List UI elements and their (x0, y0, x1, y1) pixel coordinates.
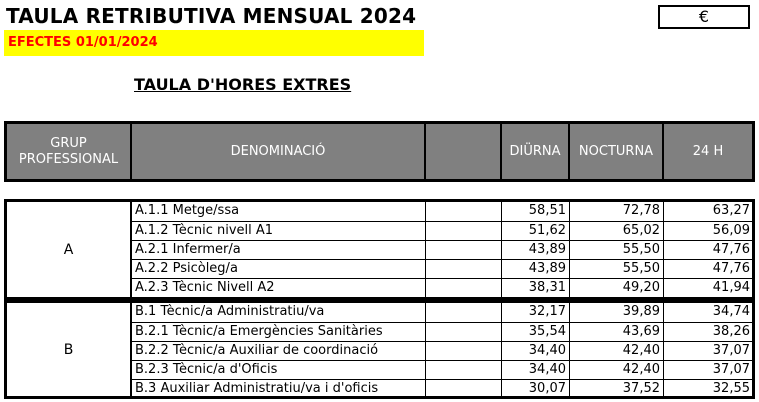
row-day: 35,54 (502, 323, 570, 342)
table-row (132, 278, 752, 298)
group-label: B (7, 303, 132, 396)
row-24h: 37,07 (712, 362, 750, 377)
row-24h: 38,26 (712, 324, 750, 339)
header-night: NOCTURNA (570, 124, 664, 179)
row-blank (426, 342, 502, 361)
header-24h: 24 H (692, 143, 724, 159)
group-a (4, 199, 755, 300)
row-night: 55,50 (570, 241, 664, 260)
row-denomination: B.2.3 Tècnic/a d'Oficis (132, 361, 426, 380)
header-blank (426, 124, 502, 179)
row-blank (426, 303, 502, 322)
row-day: 34,40 (502, 342, 570, 361)
row-day: 43,89 (502, 241, 570, 260)
row-24h: 34,74 (712, 304, 750, 319)
row-24h: 47,76 (712, 242, 750, 257)
row-blank (426, 279, 502, 298)
row-day: 30,07 (502, 380, 570, 399)
table-row (132, 341, 752, 361)
row-denomination: B.2.2 Tècnic/a Auxiliar de coordinació (132, 342, 426, 361)
row-blank (426, 260, 502, 279)
currency-box: € (658, 5, 750, 29)
row-day: 38,31 (502, 279, 570, 298)
page-title: TAULA RETRIBUTIVA MENSUAL 2024 (6, 4, 417, 28)
group-b (4, 300, 755, 399)
row-24h: 63,27 (712, 203, 750, 218)
table-row (132, 259, 752, 279)
row-day: 58,51 (502, 202, 570, 221)
row-denomination: A.2.3 Tècnic Nivell A2 (132, 279, 426, 298)
table-row (132, 322, 752, 342)
row-24h: 32,55 (712, 381, 750, 396)
row-denomination: A.1.1 Metge/ssa (132, 202, 426, 221)
row-night: 39,89 (570, 303, 664, 322)
row-blank (426, 241, 502, 260)
row-blank (426, 202, 502, 221)
row-day: 51,62 (502, 222, 570, 241)
row-night: 42,40 (570, 361, 664, 380)
row-denomination: A.2.1 Infermer/a (132, 241, 426, 260)
header-denomination: DENOMINACIÓ (132, 124, 426, 179)
row-night: 37,52 (570, 380, 664, 399)
row-day: 32,17 (502, 303, 570, 322)
row-blank (426, 222, 502, 241)
table-row (132, 360, 752, 380)
group-label: A (7, 202, 132, 297)
table-row (132, 240, 752, 260)
row-blank (426, 323, 502, 342)
table-subtitle: TAULA D'HORES EXTRES (134, 75, 352, 94)
table-row (132, 379, 752, 399)
row-night: 42,40 (570, 342, 664, 361)
row-24h: 56,09 (712, 223, 750, 238)
table-row (132, 303, 752, 322)
row-day: 34,40 (502, 361, 570, 380)
row-blank (426, 361, 502, 380)
row-denomination: A.1.2 Tècnic nivell A1 (132, 222, 426, 241)
row-night: 55,50 (570, 260, 664, 279)
row-night: 43,69 (570, 323, 664, 342)
table-header (4, 121, 755, 182)
table-row (132, 221, 752, 241)
row-night: 65,02 (570, 222, 664, 241)
header-day: DIÜRNA (502, 124, 570, 179)
row-denomination: B.2.1 Tècnic/a Emergències Sanitàries (132, 323, 426, 342)
row-denomination: B.3 Auxiliar Administratiu/va i d'oficis (132, 380, 426, 399)
header-group: GRUP PROFESSIONAL (7, 124, 132, 179)
row-day: 43,89 (502, 260, 570, 279)
effects-date-banner: EFECTES 01/01/2024 (4, 30, 424, 56)
row-night: 49,20 (570, 279, 664, 298)
row-24h: 37,07 (712, 343, 750, 358)
row-24h: 47,76 (712, 261, 750, 276)
row-blank (426, 380, 502, 399)
row-denomination: A.2.2 Psicòleg/a (132, 260, 426, 279)
table-row (132, 202, 752, 221)
row-denomination: B.1 Tècnic/a Administratiu/va (132, 303, 426, 322)
row-night: 72,78 (570, 202, 664, 221)
row-24h: 41,94 (712, 280, 750, 295)
